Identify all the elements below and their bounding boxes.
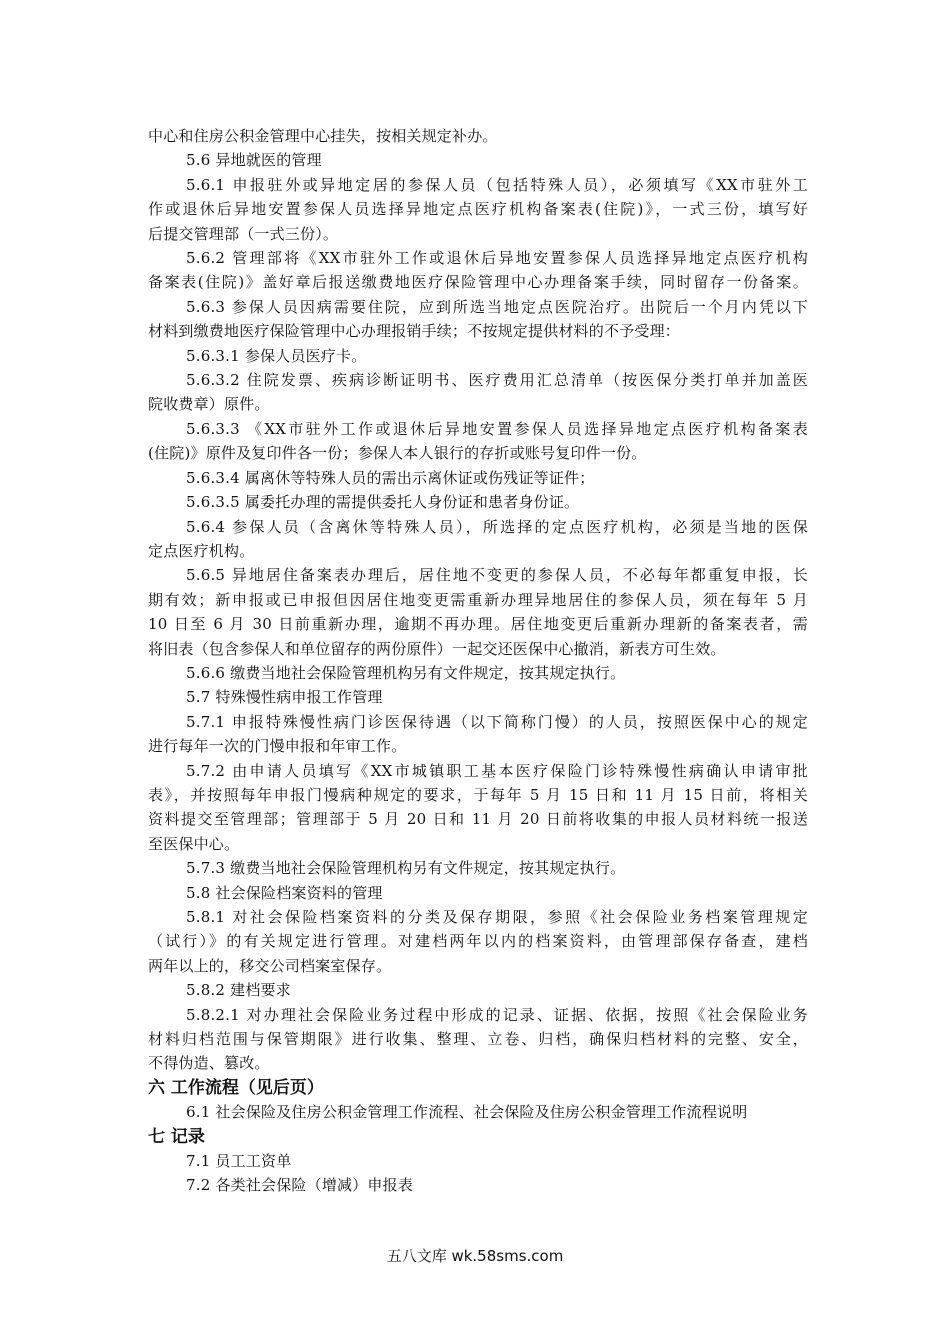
text-line: 5.7.2 由申请人员填写《XX市城镇职工基本医疗保险门诊特殊慢性病确认申请审批 (186, 761, 808, 780)
text-line: 5.6.2 管理部将《XX市驻外工作或退休后异地安置参保人员选择异地定点医疗机构 (186, 249, 808, 268)
text-line: 7.2 各类社会保险（增减）申报表 (186, 1176, 414, 1195)
text-line: 6.1 社会保险及住房公积金管理工作流程、社会保险及住房公积金管理工作流程说明 (186, 1103, 748, 1122)
section-heading: 六 工作流程（见后页） (148, 1077, 324, 1098)
text-line: 5.8 社会保险档案资料的管理 (186, 883, 383, 902)
text-line: 5.6.3.5 属委托办理的需提供委托人身份证和患者身份证。 (186, 493, 580, 512)
text-line: 5.8.2 建档要求 (186, 981, 291, 1000)
text-line: 中心和住房公积金管理中心挂失，按相关规定补办。 (148, 127, 498, 145)
text-line: 不得伪造、篡改。 (148, 1054, 270, 1073)
text-line: (住院)》原件及复印件各一份；参保人本人银行的存折或账号复印件一份。 (148, 444, 647, 463)
text-line: 进行每年一次的门慢申报和年审工作。 (148, 737, 407, 756)
text-line: 5.6.3.1 参保人员医疗卡。 (186, 346, 367, 365)
text-line: 作或退休后异地安置参保人员选择异地定点医疗机构备案表(住院)》，一式三份，填写好 (148, 200, 808, 219)
text-line: 表》，并按照每年申报门慢病种规定的要求，于每年 5 月 15 日和 11 月 15 日前，将相关 (148, 785, 808, 804)
text-line: 将旧表（包含参保人和单位留存的两份原件）一起交还医保中心撤消，新表方可生效。 (148, 639, 726, 658)
text-line: 院收费章）原件。 (148, 395, 270, 414)
text-line: 5.6 异地就医的管理 (186, 151, 322, 170)
text-line: 5.6.3.4 属离休等特殊人员的需出示离休证或伤残证等证件； (186, 468, 595, 487)
text-line: 两年以上的，移交公司档案室保存。 (148, 956, 392, 975)
text-line: 10 日至 6 月 30 日前重新办理，逾期不再办理。居住地变更后重新办理新的备案表者，需 (148, 615, 808, 634)
text-line: 5.7 特殊慢性病申报工作管理 (186, 688, 383, 707)
text-line: 材料到缴费地医疗保险管理中心办理报销手续；不按规定提供材料的不予受理： (148, 322, 681, 341)
text-line: 5.8.2.1 对办理社会保险业务过程中形成的记录、证据、依据，按照《社会保险业务 (186, 1005, 808, 1024)
text-line: 7.1 员工工资单 (186, 1152, 292, 1171)
text-line: 5.6.3.3 《XX市驻外工作或退休后异地安置参保人员选择异地定点医疗机构备案表 (186, 419, 808, 438)
text-line: 5.6.3 参保人员因病需要住院，应到所选当地定点医院治疗。出院后一个月内凭以下 (186, 297, 808, 316)
text-line: 材料归档范围与保管期限》进行收集、整理、立卷、归档，确保归档材料的完整、安全， (148, 1030, 808, 1049)
text-line: 5.6.4 参保人员（含离休等特殊人员），所选择的定点医疗机构，必须是当地的医保 (186, 517, 808, 536)
text-line: 5.6.1 申报驻外或异地定居的参保人员（包括特殊人员），必须填写《XX市驻外工 (186, 175, 808, 194)
text-line: 5.6.6 缴费当地社会保险管理机构另有文件规定，按其规定执行。 (186, 663, 626, 682)
text-line: 期有效；新申报或已申报但因居住地变更需重新办理异地居住的参保人员，须在每年 5 月 (148, 590, 808, 609)
text-line: 备案表(住院)》盖好章后报送缴费地医疗保险管理中心办理备案手续，同时留存一份备案。 (148, 273, 808, 292)
text-line: 资料提交至管理部；管理部于 5 月 20 日和 11 月 20 日前将收集的申报人员材料统一报送 (148, 810, 808, 829)
document-body (148, 124, 808, 1198)
text-line: 至医保中心。 (148, 834, 240, 853)
text-line: 5.7.1 申报特殊慢性病门诊医保待遇（以下简称门慢）的人员，按照医保中心的规定 (186, 712, 808, 731)
section-heading: 七 记录 (148, 1126, 205, 1147)
text-line: 后提交管理部（一式三份）。 (148, 224, 339, 243)
text-line: 5.6.5 异地居住备案表办理后，居住地不变更的参保人员，不必每年都重复申报，长 (186, 566, 808, 585)
text-line: 5.7.3 缴费当地社会保险管理机构另有文件规定，按其规定执行。 (186, 859, 626, 878)
text-line: （试行）》的有关规定进行管理。对建档两年以内的档案资料，由管理部保存备查，建档 (148, 932, 808, 951)
text-line: 5.6.3.2 住院发票、疾病诊断证明书、医疗费用汇总清单（按医保分类打单并加盖医 (186, 371, 808, 390)
footer-watermark: 五八文库 wk.58sms.com (386, 1247, 564, 1265)
text-line: 定点医疗机构。 (148, 541, 255, 560)
text-line: 5.8.1 对社会保险档案资料的分类及保存期限，参照《社会保险业务档案管理规定 (186, 908, 808, 926)
